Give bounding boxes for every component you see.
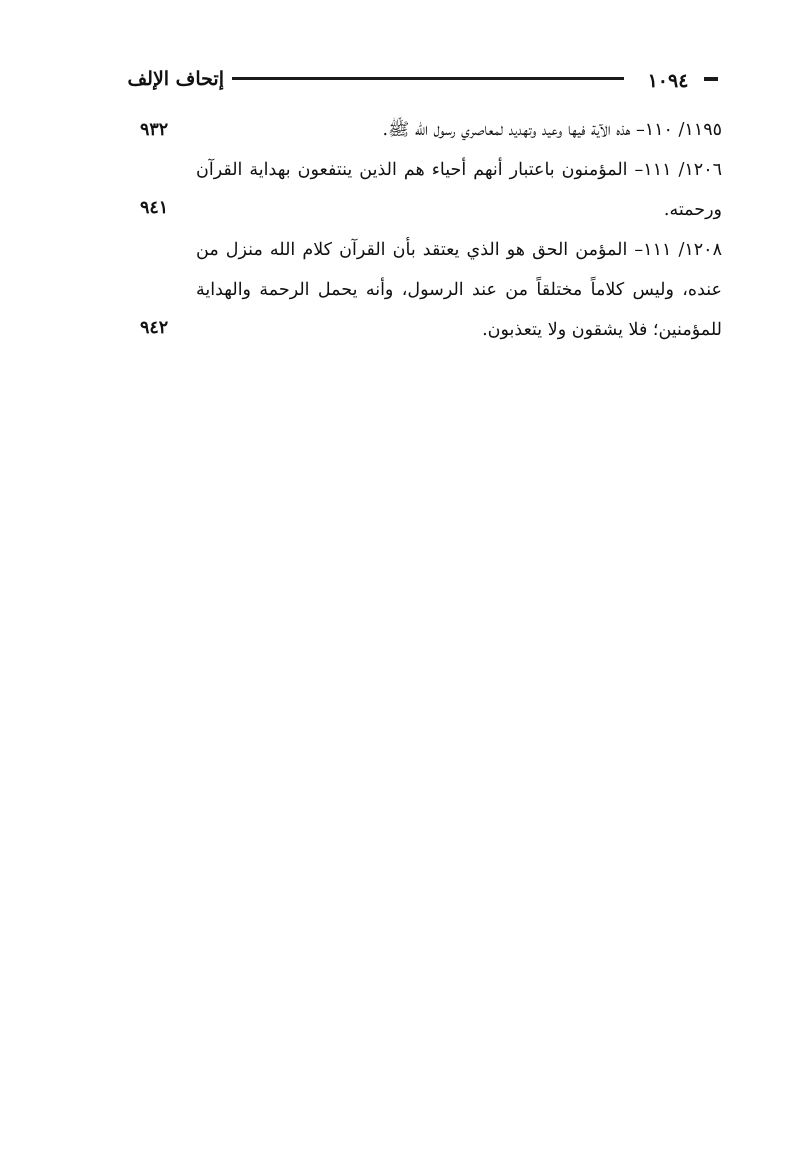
entry-text: ١٢٠٨/ ١١١– المؤمن الحق هو الذي يعتقد بأن القرآن كلام الله منزل من عنده، وليس كلاماً مختلقاً من عند الرسول، وأنه يحمل الرحمة والهداية للمؤمنين؛ فلا يشقون ولا يتعذبون. xyxy=(196,240,722,340)
page-number: ١٠٩٤ xyxy=(647,70,689,92)
book-title: إتحاف الإلف xyxy=(127,68,224,90)
header-rule xyxy=(232,77,624,80)
index-entry xyxy=(140,150,722,230)
header-dash xyxy=(704,77,718,81)
running-header xyxy=(92,62,720,98)
index-entry xyxy=(140,230,722,350)
entry-page-reference: ٩٤٢ xyxy=(140,318,169,338)
index-entry xyxy=(140,110,722,150)
index-entries xyxy=(140,110,722,350)
entry-page-reference: ٩٣٢ xyxy=(140,120,169,140)
entry-text: ١٢٠٦/ ١١١– المؤمنون باعتبار أنهم أحياء هم الذين ينتفعون بهداية القرآن ورحمته. xyxy=(196,160,723,220)
entry-page-reference: ٩٤١ xyxy=(140,198,169,218)
entry-text: ١١٩٥/ ١١٠– هذه الآية فيها وعيد وتهديد لمعاصري رسول الله ﷺ. xyxy=(382,120,722,140)
